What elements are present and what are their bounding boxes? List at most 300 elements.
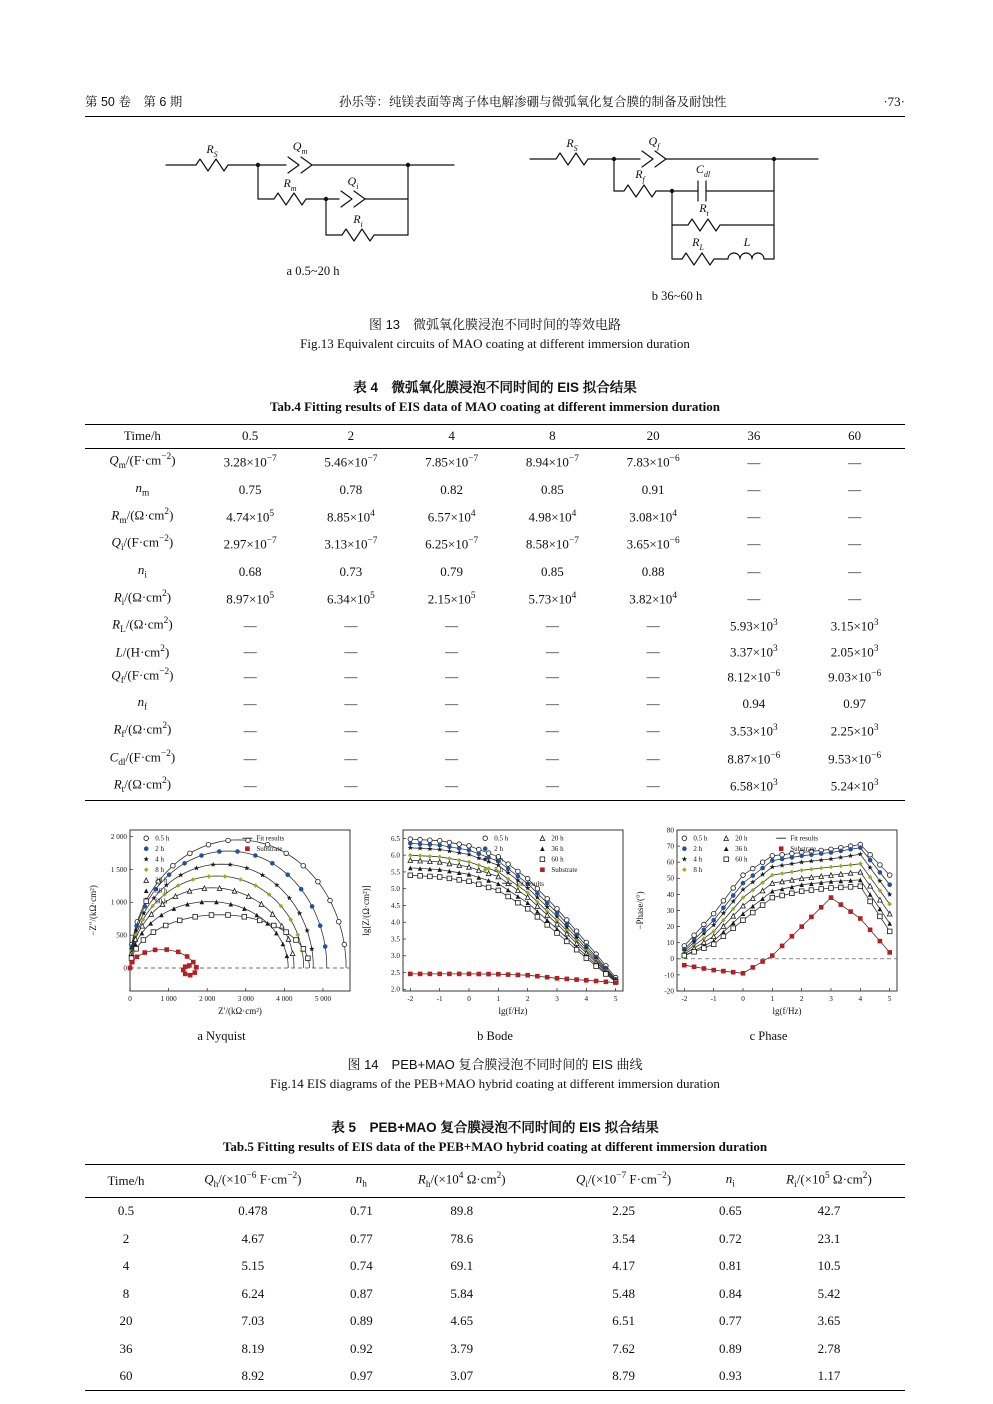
table-cell: 0.74	[349, 1258, 373, 1274]
table-cell: 0.87	[349, 1285, 373, 1301]
table-cell: 7.62	[612, 1340, 635, 1356]
column-header: $Q_h/(\times 10^{-6}$ $F\cdot cm^{-2}$)	[204, 1170, 302, 1190]
table-cell: 3.54	[612, 1230, 635, 1246]
svg-text:36 h: 36 h	[551, 845, 564, 854]
table-cell: —	[545, 669, 559, 685]
fig13-caption-zh: 图 13 微弧氧化膜浸泡不同时间的等效电路	[368, 317, 622, 332]
table-cell: $8.85\times 10^4$	[327, 508, 375, 525]
table-cell: —	[344, 618, 358, 634]
svg-text:20 h: 20 h	[154, 876, 167, 885]
table-cell: 0.89	[718, 1340, 742, 1356]
table-cell: $3.08\times 10^4$	[629, 508, 677, 525]
table-cell: $3.15\times 10^3$	[830, 618, 879, 634]
table-cell: —	[747, 454, 761, 470]
row-label: $n_i$	[137, 561, 147, 581]
table-cell: —	[243, 643, 257, 659]
svg-text:Substrate: Substrate	[551, 866, 578, 875]
svg-text:0: 0	[127, 995, 132, 1004]
table-cell: $6.57\times 10^4$	[427, 508, 476, 525]
table-row	[85, 476, 905, 503]
row-label: $R_f/(\Omega\cdot cm^2)$	[113, 721, 172, 741]
figure13-circuits	[85, 137, 905, 304]
svg-text:-2: -2	[680, 995, 687, 1004]
table-cell: —	[646, 669, 660, 685]
label-Rf: $R_f$	[635, 167, 645, 184]
table-cell: —	[445, 669, 459, 685]
svg-text:2: 2	[525, 995, 530, 1004]
svg-text:60: 60	[666, 858, 674, 867]
table5-title-en: Tab.5 Fitting results of EIS data of the PEB+MAO hybrid coating at different immersion duration	[222, 1139, 768, 1155]
row-label: $R_L/(\Omega\cdot cm^2)$	[112, 616, 173, 636]
svg-text:4 000: 4 000	[275, 995, 292, 1004]
svg-text:lg[Z/(Ω·cm²)]: lg[Z/(Ω·cm²)]	[361, 885, 371, 936]
table-cell: $8.94\times 10^{-7}$	[525, 454, 579, 470]
svg-text:2 h: 2 h	[154, 845, 164, 854]
svg-text:1: 1	[496, 995, 501, 1004]
svg-text:5.5: 5.5	[391, 868, 400, 877]
table-cell: —	[848, 536, 862, 552]
table-cell: 42.7	[817, 1203, 841, 1219]
row-label: $n_m$	[135, 479, 150, 499]
table-cell: 0.71	[349, 1203, 373, 1219]
svg-text:20 h: 20 h	[734, 834, 747, 843]
table-cell: $8.97\times 10^5$	[226, 590, 275, 607]
column-header: Time/h	[107, 1172, 145, 1188]
table-cell: 0.77	[718, 1313, 742, 1329]
table-cell: $2.97\times 10^{-7}$	[223, 536, 277, 552]
svg-text:6.5: 6.5	[391, 834, 400, 843]
table-cell: $5.73\times 10^4$	[528, 590, 577, 607]
table-cell: —	[445, 618, 459, 634]
table5-title-zh: 表 5 PEB+MAO 复合膜浸泡不同时间的 EIS 拟合结果	[331, 1120, 659, 1136]
table-row	[85, 558, 905, 585]
svg-text:40: 40	[666, 890, 674, 899]
svg-text:0.5 h: 0.5 h	[154, 834, 169, 843]
table-row	[85, 691, 905, 718]
table-cell: 10.5	[817, 1258, 841, 1274]
svg-text:20: 20	[666, 923, 674, 932]
table-cell: $9.03\times 10^{-6}$	[828, 668, 882, 685]
svg-text:-20: -20	[663, 987, 674, 996]
table-cell: 0.478	[238, 1203, 268, 1219]
svg-text:2.5: 2.5	[391, 969, 400, 978]
table-row	[85, 1253, 905, 1280]
svg-text:70: 70	[666, 842, 674, 851]
row-label: $Q_f/(F\cdot cm^{-2})$	[111, 666, 174, 686]
table4-title-en: Tab.4 Fitting results of EIS data of MAO coating at different immersion duration	[269, 399, 721, 414]
phase-plot	[633, 823, 905, 1023]
figure14-charts	[85, 823, 905, 1044]
table-cell: 8.19	[241, 1340, 265, 1356]
svg-text:1 000: 1 000	[160, 995, 177, 1004]
table-row	[85, 773, 905, 801]
table-row	[85, 449, 905, 477]
table-cell: $3.28\times 10^{-7}$	[223, 454, 277, 470]
table-cell: —	[848, 509, 862, 525]
table-cell: 5.42	[817, 1285, 841, 1301]
svg-text:4 h: 4 h	[692, 855, 702, 864]
table-cell: 78.6	[450, 1230, 474, 1246]
row-label: $n_f$	[137, 694, 148, 713]
table-cell: $7.83\times 10^{-6}$	[626, 454, 680, 470]
svg-text:10: 10	[666, 939, 674, 948]
table-cell: 0.77	[349, 1230, 373, 1246]
svg-text:-2: -2	[407, 995, 414, 1004]
svg-text:500: 500	[115, 931, 127, 940]
fig14-caption-zh: 图 14 PEB+MAO 复合膜浸泡不同时间的 EIS 曲线	[347, 1057, 643, 1073]
svg-text:20 h: 20 h	[551, 834, 564, 843]
svg-text:4 h: 4 h	[154, 855, 164, 864]
table-cell: $4.98\times 10^4$	[528, 508, 577, 525]
table-cell: —	[243, 696, 257, 712]
table-row	[85, 663, 905, 690]
svg-text:3: 3	[555, 995, 559, 1004]
table-cell: 0.72	[718, 1230, 742, 1246]
svg-text:Fit results: Fit results	[789, 834, 818, 843]
svg-text:1 000: 1 000	[110, 898, 127, 907]
table-cell: 6.51	[612, 1313, 635, 1329]
table-cell: 0.92	[349, 1340, 373, 1356]
label-Rs-b: $R_S$	[566, 137, 578, 153]
table-cell: —	[344, 696, 358, 712]
label-Qf: $Q_f$	[648, 137, 660, 151]
table-cell: —	[243, 618, 257, 634]
label-L: L	[743, 235, 751, 249]
table-cell: —	[445, 750, 459, 766]
header-row	[85, 425, 905, 449]
column-header: $n_h$	[355, 1170, 367, 1190]
svg-text:0: 0	[669, 955, 674, 964]
table-cell: $8.12\times 10^{-6}$	[727, 668, 781, 685]
bode-caption: b Bode	[477, 1029, 513, 1044]
table-cell: —	[445, 643, 459, 659]
column-header: 36	[747, 428, 761, 444]
svg-text:8 h: 8 h	[494, 866, 503, 875]
row-label: 20	[119, 1313, 133, 1329]
circuit-b-caption: b 36~60 h	[651, 289, 703, 303]
label-Qm: $Q_m$	[292, 139, 308, 156]
table-cell: 1.17	[817, 1368, 841, 1384]
column-header: 0.5	[242, 428, 259, 444]
table-cell: —	[545, 696, 559, 712]
row-label: 36	[119, 1340, 133, 1356]
table-cell: —	[545, 618, 559, 634]
table-cell: 3.79	[450, 1340, 474, 1356]
table-cell: —	[243, 669, 257, 685]
svg-text:2: 2	[799, 995, 803, 1004]
circuit-a-block	[158, 137, 468, 304]
svg-text:Substrate: Substrate	[255, 845, 282, 854]
svg-text:3.5: 3.5	[391, 935, 400, 944]
circuit-b-block	[522, 137, 832, 304]
table-cell: 0.82	[440, 481, 463, 497]
svg-text:4.0: 4.0	[391, 918, 400, 927]
svg-text:60 h: 60 h	[551, 855, 564, 864]
svg-text:4: 4	[858, 995, 862, 1004]
svg-text:5: 5	[613, 995, 618, 1004]
table-row	[85, 1225, 905, 1252]
table-cell: —	[344, 723, 358, 739]
table-cell: $4.74\times 10^5$	[226, 508, 275, 525]
table-cell: —	[344, 778, 358, 794]
row-label: 8	[122, 1285, 130, 1301]
table-cell: 0.73	[339, 563, 363, 579]
label-Qi: $Q_i$	[347, 174, 359, 191]
column-header: $R_i/(\times 10^5$ $\Omega\cdot cm^2$)	[786, 1170, 872, 1190]
table-cell: $2.15\times 10^5$	[427, 590, 476, 607]
table-cell: 4.65	[450, 1313, 474, 1329]
table-cell: —	[848, 563, 862, 579]
table-cell: —	[243, 750, 257, 766]
table-cell: 6.24	[241, 1285, 265, 1301]
row-label: 2	[122, 1230, 130, 1246]
column-header: 20	[646, 428, 660, 444]
table-cell: $7.85\times 10^{-7}$	[425, 454, 479, 470]
svg-text:8 h: 8 h	[692, 866, 702, 875]
svg-text:0.5 h: 0.5 h	[494, 834, 509, 843]
table-cell: 0.85	[540, 563, 564, 579]
svg-text:4: 4	[584, 995, 589, 1004]
table-cell: 69.1	[450, 1258, 474, 1274]
table-cell: —	[646, 723, 660, 739]
table-cell: 8.92	[241, 1368, 265, 1384]
table-cell: —	[243, 778, 257, 794]
table-row	[85, 1197, 905, 1225]
table-cell: —	[747, 590, 761, 606]
column-header: $n_i$	[725, 1170, 735, 1190]
table-cell: $3.82\times 10^4$	[629, 590, 677, 607]
table-cell: —	[646, 750, 660, 766]
table-cell: —	[445, 696, 459, 712]
svg-text:4 h: 4 h	[494, 855, 503, 864]
table-cell: 89.8	[450, 1203, 474, 1219]
svg-text:3 000: 3 000	[237, 995, 254, 1004]
table-cell: —	[545, 643, 559, 659]
table-cell: —	[646, 643, 660, 659]
table-cell: $5.46\times 10^{-7}$	[324, 454, 378, 470]
column-header: $Q_i/(\times 10^{-7}$ $F\cdot cm^{-2}$)	[575, 1170, 672, 1190]
table-row	[85, 531, 905, 558]
table-cell: 0.85	[540, 481, 564, 497]
table-cell: —	[344, 750, 358, 766]
label-Rs: $R_S$	[206, 142, 218, 159]
label-Rm: $R_m$	[283, 176, 297, 193]
svg-text:36 h: 36 h	[154, 887, 167, 896]
nyquist-caption: a Nyquist	[197, 1029, 246, 1044]
svg-text:−Phase/(°): −Phase/(°)	[634, 891, 645, 930]
table-cell: 0.89	[349, 1313, 373, 1329]
table-cell: $3.37\times 10^3$	[729, 643, 778, 659]
table-cell: —	[545, 750, 559, 766]
nyquist-plot	[86, 823, 358, 1023]
table-cell: $6.25\times 10^{-7}$	[425, 536, 479, 552]
row-label: $R_t/(\Omega\cdot cm^2)$	[113, 776, 172, 796]
svg-text:2 000: 2 000	[110, 833, 127, 842]
row-label: $C_{dl}/(F\cdot cm^{-2})$	[109, 748, 176, 768]
column-header: 2	[347, 428, 355, 444]
svg-text:Fit results: Fit results	[255, 834, 284, 843]
table-cell: 0.79	[440, 563, 463, 579]
column-header: Time/h	[123, 428, 161, 444]
svg-text:8 h: 8 h	[154, 866, 164, 875]
table-cell: —	[848, 590, 862, 606]
svg-text:Z′/(kΩ·cm²): Z′/(kΩ·cm²)	[217, 1006, 262, 1017]
table-cell: 0.78	[339, 481, 363, 497]
table-cell: $3.65\times 10^{-6}$	[626, 536, 680, 552]
label-Ri: $R_i$	[353, 212, 363, 229]
svg-text:0.5 h: 0.5 h	[692, 834, 707, 843]
row-label: $R_i/(\Omega\cdot cm^2)$	[113, 588, 172, 608]
table-cell: 5.48	[612, 1285, 635, 1301]
svg-text:-10: -10	[663, 971, 674, 980]
table4-title-zh: 表 4 微弧氧化膜浸泡不同时间的 EIS 拟合结果	[353, 380, 637, 395]
bode-plot	[359, 823, 631, 1023]
table-cell: 5.84	[450, 1285, 474, 1301]
row-label: 0.5	[117, 1203, 135, 1219]
svg-text:5.0: 5.0	[391, 885, 400, 894]
table-cell: 0.97	[843, 696, 866, 712]
svg-text:4.5: 4.5	[391, 901, 400, 910]
table-row	[85, 1280, 905, 1307]
table-cell: —	[243, 723, 257, 739]
row-label: $Q_m/(F\cdot cm^{-2})$	[109, 452, 176, 472]
table-cell: 5.15	[241, 1258, 265, 1274]
svg-text:3.0: 3.0	[391, 952, 400, 961]
svg-text:36 h: 36 h	[734, 845, 747, 854]
phase-caption: c Phase	[749, 1029, 788, 1044]
table-cell: $5.24\times 10^3$	[830, 778, 879, 794]
column-header: 8	[549, 428, 556, 444]
table-cell: 0.97	[349, 1368, 373, 1384]
table-cell: —	[344, 669, 358, 685]
svg-text:−Z″/(kΩ·cm²): −Z″/(kΩ·cm²)	[87, 885, 98, 936]
column-header: $R_h/(\times 10^4$ $\Omega\cdot cm^2$)	[417, 1170, 506, 1190]
table-cell: $3.53\times 10^3$	[729, 723, 778, 739]
table-row	[85, 1363, 905, 1391]
svg-text:1: 1	[770, 995, 774, 1004]
row-label: $L/(H\cdot cm^2)$	[115, 643, 170, 659]
table-cell: $8.87\times 10^{-6}$	[727, 750, 781, 767]
svg-text:60 h: 60 h	[734, 855, 747, 864]
table-cell: 3.65	[817, 1313, 841, 1329]
table-cell: $5.93\times 10^3$	[729, 618, 778, 634]
svg-text:-1: -1	[710, 995, 717, 1004]
table-cell: —	[445, 778, 459, 794]
table-cell: 3.07	[450, 1368, 474, 1384]
label-Rt: $R_t$	[699, 201, 709, 218]
table-cell: 23.1	[817, 1230, 841, 1246]
table-cell: 0.88	[641, 563, 665, 579]
column-header: 4	[448, 428, 455, 444]
table-row	[85, 503, 905, 530]
table-row	[85, 640, 905, 663]
svg-text:6.0: 6.0	[391, 851, 400, 860]
svg-text:60 h: 60 h	[154, 897, 167, 906]
table-cell: $8.58\times 10^{-7}$	[525, 536, 579, 552]
svg-text:5 000: 5 000	[314, 995, 331, 1004]
table-row	[85, 718, 905, 745]
table-cell: 0.91	[641, 481, 665, 497]
table-cell: 2.25	[612, 1203, 635, 1219]
fig13-caption-en: Fig.13 Equivalent circuits of MAO coating at different immersion duration	[300, 336, 690, 351]
page-header	[85, 92, 905, 117]
table-row	[85, 585, 905, 612]
nyquist-panel	[85, 823, 358, 1044]
table-cell: 4.67	[241, 1230, 265, 1246]
equivalent-circuit-b-diagram	[522, 137, 832, 282]
svg-text:1 500: 1 500	[110, 865, 127, 874]
svg-text:3: 3	[828, 995, 833, 1004]
table-cell: $2.05\times 10^3$	[830, 643, 879, 659]
table-cell: $9.53\times 10^{-6}$	[828, 750, 882, 767]
table-cell: —	[747, 536, 761, 552]
table-cell: 0.65	[718, 1203, 742, 1219]
row-label: $R_m/(\Omega\cdot cm^2)$	[111, 506, 174, 526]
table-row	[85, 1308, 905, 1335]
table-cell: 8.79	[612, 1368, 635, 1384]
table-cell: —	[646, 696, 660, 712]
svg-text:0: 0	[467, 995, 471, 1004]
table-cell: 0.75	[238, 481, 262, 497]
table-cell: —	[848, 481, 862, 497]
table4-eis-fitting-mao	[85, 424, 905, 801]
table-cell: —	[445, 723, 459, 739]
table-cell: 2.78	[817, 1340, 841, 1356]
svg-text:50: 50	[666, 874, 674, 883]
column-header: 60	[848, 428, 862, 444]
svg-text:-1: -1	[436, 995, 443, 1004]
table-cell: 0.94	[742, 696, 766, 712]
running-title: 孙乐等：纯镁表面等离子体电解渗硼与微弧氧化复合膜的制备及耐蚀性	[339, 95, 727, 109]
svg-text:lg(f/Hz): lg(f/Hz)	[772, 1006, 801, 1017]
svg-text:2 h: 2 h	[494, 845, 503, 854]
table-cell: —	[646, 618, 660, 634]
circuit-a-caption: a 0.5~20 h	[286, 264, 340, 278]
table-cell: —	[747, 509, 761, 525]
svg-text:Substrate: Substrate	[789, 845, 816, 854]
journal-issue: 第 50 卷 第 6 期	[85, 95, 183, 109]
table-cell: 0.84	[718, 1285, 742, 1301]
table-cell: 7.03	[241, 1313, 265, 1329]
svg-text:0: 0	[122, 964, 127, 973]
table5-eis-fitting-peb-mao	[85, 1164, 905, 1391]
svg-text:0: 0	[740, 995, 745, 1004]
svg-text:2 h: 2 h	[692, 845, 702, 854]
row-label: 4	[122, 1258, 130, 1274]
table-cell: —	[747, 563, 761, 579]
row-label: 60	[119, 1368, 133, 1384]
fig14-caption-en: Fig.14 EIS diagrams of the PEB+MAO hybrid coating at different immersion duration	[270, 1076, 720, 1092]
table-cell: $6.34\times 10^5$	[327, 590, 375, 607]
table-row	[85, 1335, 905, 1362]
table-cell: 0.68	[238, 563, 262, 579]
table-cell: $2.25\times 10^3$	[830, 723, 879, 739]
table-row	[85, 613, 905, 640]
table-cell: —	[848, 454, 862, 470]
header-row	[85, 1165, 905, 1198]
table-cell: —	[545, 723, 559, 739]
svg-text:Fit results: Fit results	[516, 879, 545, 888]
svg-text:2.0: 2.0	[391, 985, 400, 994]
label-Cdl: $C_{dl}$	[695, 162, 711, 179]
svg-text:5: 5	[887, 995, 891, 1004]
table-cell: —	[545, 778, 559, 794]
svg-text:2 000: 2 000	[198, 995, 215, 1004]
table-cell: $3.13\times 10^{-7}$	[324, 536, 378, 552]
svg-text:30: 30	[666, 906, 674, 915]
table-cell: 0.93	[718, 1368, 742, 1384]
table-cell: 0.81	[718, 1258, 742, 1274]
